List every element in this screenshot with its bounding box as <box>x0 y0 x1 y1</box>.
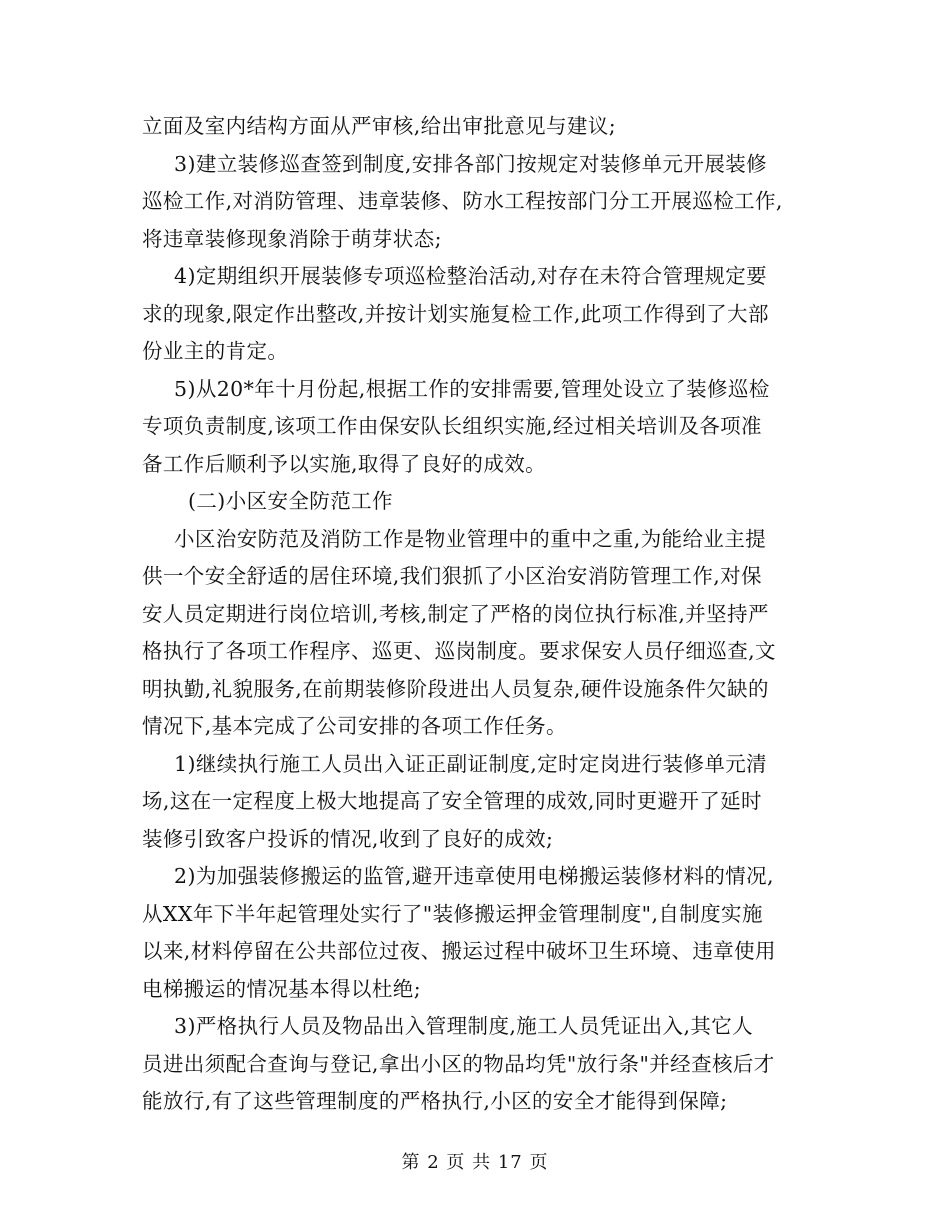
text-line: 份业主的肯定。 <box>142 339 289 363</box>
text-line: 2)为加强装修搬运的监管,避开违章使用电梯搬运装修材料的情况, <box>174 864 774 888</box>
text-line: 备工作后顺利予以实施,取得了良好的成效。 <box>142 451 547 476</box>
text-line: 3)建立装修巡查签到制度,安排各部门按规定对装修单元开展装修 <box>174 151 768 176</box>
text-line: 小区治安防范及消防工作是物业管理中的重中之重,为能给业主提 <box>174 526 767 551</box>
body-text <box>142 108 810 1121</box>
text-line: 3)严格执行人员及物品出入管理制度,施工人员凭证出入,其它人 <box>174 1014 754 1038</box>
text-line: 装修引致客户投诉的情况,收到了良好的成效; <box>142 826 554 851</box>
page-footer: 第 2 页 共 17 页 <box>401 1152 549 1173</box>
text-line: 从XX年下半年起管理处实行了"装修搬运押金管理制度",自制度实施 <box>142 901 763 926</box>
text-line: 将违章装修现象消除于萌芽状态; <box>142 226 442 251</box>
text-line: 场,这在一定程度上极大地提高了安全管理的成效,同时更避开了延时 <box>142 789 762 813</box>
text-line: 1)继续执行施工人员出入证正副证制度,定时定岗进行装修单元清 <box>174 751 768 776</box>
text-line: 情况下,基本完成了公司安排的各项工作任务。 <box>142 714 567 738</box>
text-line: 安人员定期进行岗位培训,考核,制定了严格的岗位执行标准,并坚持严 <box>142 601 769 626</box>
section-heading: (二)小区安全防范工作 <box>188 489 393 513</box>
text-line: 明执勤,礼貌服务,在前期装修阶段进出人员复杂,硬件设施条件欠缺的 <box>142 676 769 701</box>
text-line: 电梯搬运的情况基本得以杜绝; <box>142 976 422 1001</box>
text-line: 以来,材料停留在公共部位过夜、搬运过程中破坏卫生环境、违章使用 <box>142 939 776 963</box>
text-line: 供一个安全舒适的居住环境,我们狠抓了小区治安消防管理工作,对保 <box>142 564 762 588</box>
text-line: 5)从20*年十月份起,根据工作的安排需要,管理处设立了装修巡检 <box>174 376 770 401</box>
text-line: 4)定期组织开展装修专项巡检整治活动,对存在未符合管理规定要 <box>174 264 768 288</box>
text-line: 员进出须配合查询与登记,拿出小区的物品均凭"放行条"并经查核后才 <box>142 1051 775 1076</box>
text-line: 专项负责制度,该项工作由保安队长组织实施,经过相关培训及各项准 <box>142 414 762 438</box>
text-line: 格执行了各项工作程序、巡更、巡岗制度。要求保安人员仔细巡查,文 <box>142 639 776 663</box>
text-line: 巡检工作,对消防管理、违章装修、防水工程按部门分工开展巡检工作, <box>142 189 783 213</box>
text-line: 能放行,有了这些管理制度的严格执行,小区的安全才能得到保障; <box>142 1089 728 1113</box>
text-line: 求的现象,限定作出整改,并按计划实施复检工作,此项工作得到了大部 <box>142 301 769 326</box>
text-line: 立面及室内结构方面从严审核,给出审批意见与建议; <box>142 114 617 138</box>
